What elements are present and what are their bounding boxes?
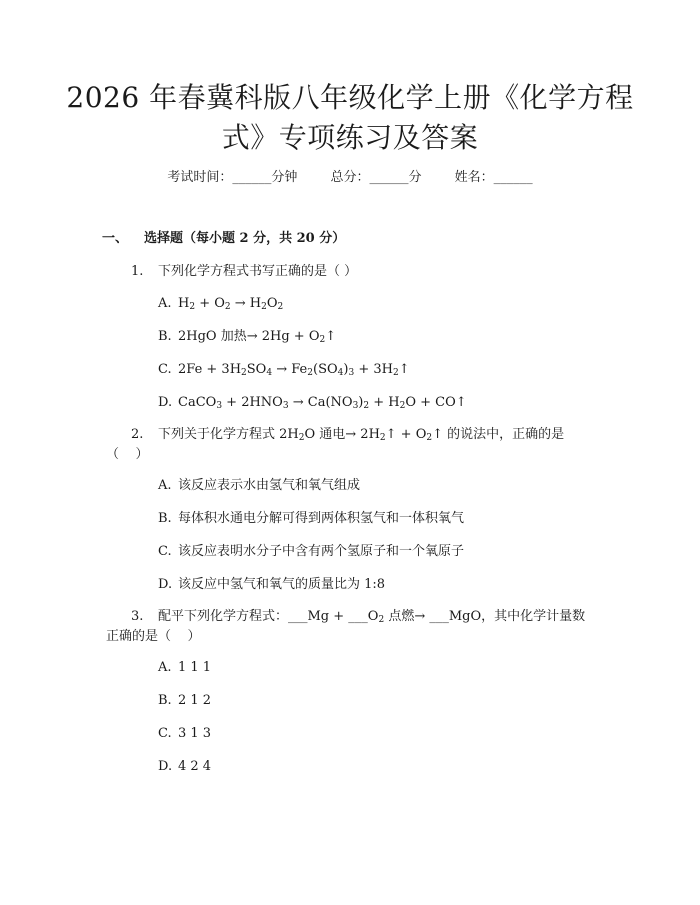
document-title-line2: 式》专项练习及答案 [221,121,479,154]
q1-option-b: B. 2HgO 加热→ $2Hg + O_2↑$ [158,329,337,345]
question-number: 1. [131,264,144,279]
question-text: 下列化学方程式书写正确的是（ ） [158,264,358,279]
q2-option-c: C. 该反应表明水分子中含有两个氢原子和一个氧原子 [158,544,465,559]
q2-option-a: A. 该反应表示水由氢气和氧气组成 [158,478,361,493]
question-text-continued: 正确的是（ ） [106,629,201,644]
section-heading [102,229,345,249]
exam-time-label: 考试时间：______分钟 [167,170,298,185]
exam-info-line [0,168,700,188]
q3-option-c: C. 3 1 3 [158,726,212,741]
q3-option-a: A. 1 1 1 [158,660,212,675]
q1-option-c: C. $2Fe + 3H_2SO_4 \to Fe_2(SO_4)_3$ + $3H_2↑$ [158,362,410,378]
total-score-label: 总分：______分 [330,170,422,185]
q3-option-b: B. 2 1 2 [158,693,212,708]
student-name-label: 姓名：______ [454,170,533,185]
question-number: 3. [131,609,144,624]
question-text-continued: （ ） [106,447,149,462]
q2-option-d: D. 该反应中氢气和氧气的质量比为 1:8 [158,577,386,592]
section-number: 一、 [102,231,129,246]
document-title-line1: 2026 年春冀科版八年级化学上册《化学方程 [66,81,634,114]
question-number: 2. [131,427,144,442]
q1-option-d: D. CaCO$_3$ + $2HNO_3 \to Ca(NO_3)_2 + H_2O$ + CO↑ [158,395,467,411]
q1-option-a: A. $H_2 + O_2 \to H_2O_2$ [158,296,284,312]
section-title: 选择题（每小题 2 分，共 20 分） [144,231,346,246]
q3-option-d: D. 4 2 4 [158,759,212,774]
q2-option-b: B. 每体积水通电分解可得到两体积氢气和一体积氧气 [158,511,465,526]
question-text: 配平下列化学方程式：___Mg + $\_\_\_O_2$ 点燃→ ___MgO，其中化学计量数 [158,609,586,625]
question-text: 下列关于化学方程式 $2H_2O$ 通电→ $2H_2↑$ + $O_2↑$ 的说法中，正确的是 [158,427,565,443]
